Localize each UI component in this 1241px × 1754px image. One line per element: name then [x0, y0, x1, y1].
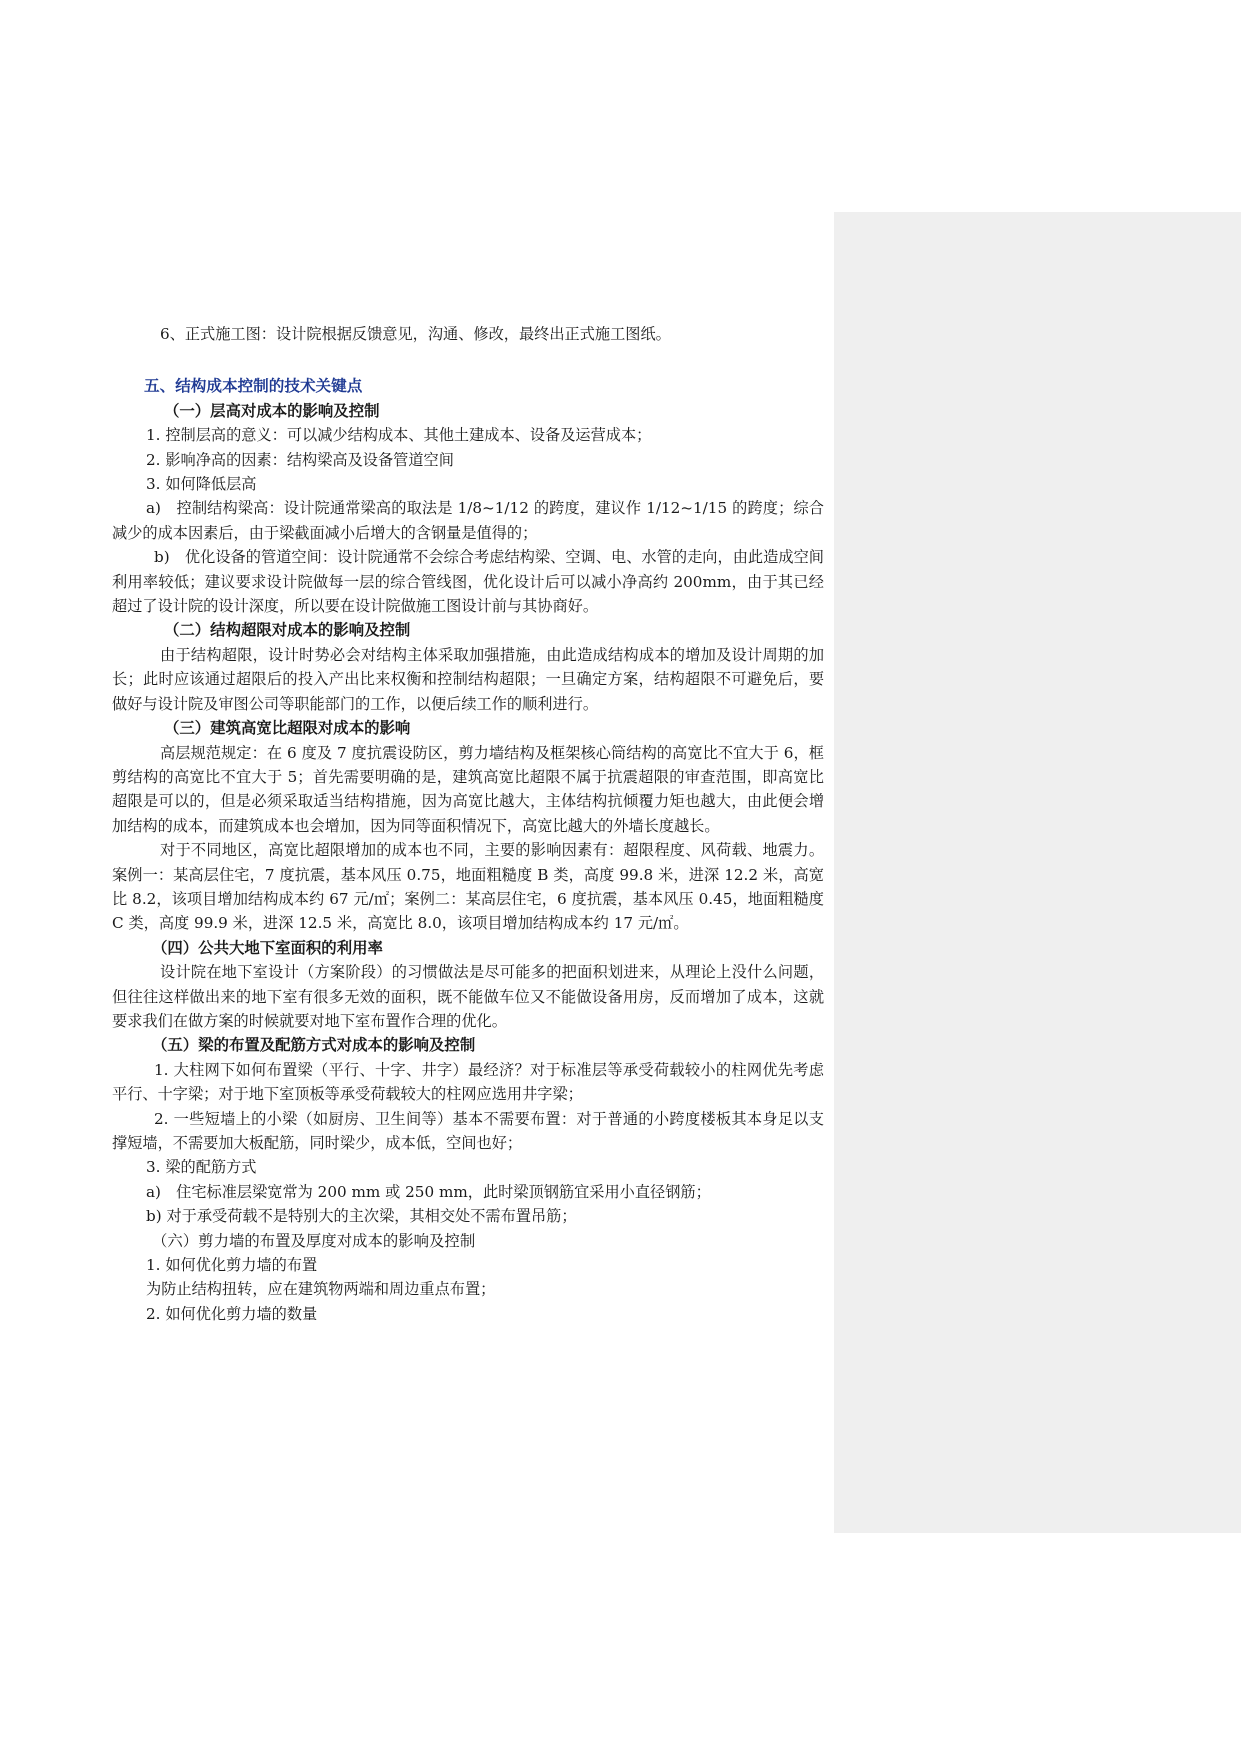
sub3-text-1: 高层规范规定：在 6 度及 7 度抗震设防区，剪力墙结构及框架核心筒结构的高宽比不宜大于 6，框剪结构的高宽比不宜大于 5；首先需要明确的是，建筑高宽比超限不属于抗震超限的审查范围，即高宽比超限是可以的，但是必须采取适当结构措施，因为高宽比越大，主体结构抗倾覆力矩也越大，由此便会增加结构的成本，而建筑成本也会增加，因为同等面积情况下，高宽比越大的外墙长度越长。: [112, 743, 824, 835]
sub6-item-2: 2. 如何优化剪力墙的数量: [146, 1304, 318, 1323]
sub1-item-b: b) 优化设备的管道空间：设计院通常不会综合考虑结构梁、空调、电、水管的走向，由此造成空间利用率较低；建议要求设计院做每一层的综合管线图，优化设计后可以减小净高约 200mm，由于其已经超过了设计院的设计深度，所以要在设计院做施工图设计前与其协商好。: [112, 548, 824, 616]
sub2-text: 由于结构超限，设计时势必会对结构主体采取加强措施，由此造成结构成本的增加及设计周期的加长；此时应该通过超限后的投入产出比来权衡和控制结构超限；一旦确定方案，结构超限不可避免后，要做好与设计院及审图公司等职能部门的工作，以便后续工作的顺利进行。: [112, 645, 824, 713]
sub1-item-a: a) 控制结构梁高：设计院通常梁高的取法是 1/8~1/12 的跨度，建议作 1/12~1/15 的跨度；综合减少的成本因素后，由于梁截面减小后增大的含钢量是值得的；: [112, 499, 824, 542]
subsection-4-title: （四）公共大地下室面积的利用率: [152, 938, 383, 957]
intro-line: 6、正式施工图：设计院根据反馈意见，沟通、修改，最终出正式施工图纸。: [160, 325, 671, 343]
sub3-text-2: 对于不同地区，高宽比超限增加的成本也不同，主要的影响因素有：超限程度、风荷载、地震力。案例一：某高层住宅，7 度抗震，基本风压 0.75，地面粗糙度 B 类，高度 99.8 米，进深 12.2 米，高宽比 8.2，该项目增加结构成本约 67 元/㎡；案例二：某高层住宅，6 度抗震，基本风压 0.45，地面粗糙度 C 类，高度 99.9 米，进深 12.5 米，高宽比 8.0，该项目增加结构成本约 17 元/㎡。: [112, 841, 824, 933]
section-5-title: 五、结构成本控制的技术关键点: [144, 376, 363, 396]
sub5-item-b: b) 对于承受荷载不是特别大的主次梁，其相交处不需布置吊筋；: [146, 1207, 577, 1226]
sub5-item-1: 1. 大柱网下如何布置梁（平行、十字、井字）最经济？对于标准层等承受荷载较小的柱网优先考虑平行、十字梁；对于地下室顶板等承受荷载较大的柱网应选用井字梁；: [112, 1060, 824, 1104]
comment-pane: [834, 212, 1241, 1533]
document-body: [112, 322, 824, 1326]
sub1-item-3: 3. 如何降低层高: [146, 475, 257, 494]
subsection-6-title: （六）剪力墙的布置及厚度对成本的影响及控制: [152, 1231, 476, 1250]
sub5-item-2: 2. 一些短墙上的小梁（如厨房、卫生间等）基本不需要布置：对于普通的小跨度楼板其本身足以支撑短墙，不需要加大板配筋，同时梁少，成本低，空间也好；: [112, 1109, 824, 1152]
sub6-item-1-text: 为防止结构扭转，应在建筑物两端和周边重点布置；: [146, 1280, 496, 1299]
sub1-item-1: 1. 控制层高的意义：可以减少结构成本、其他土建成本、设备及运营成本；: [146, 426, 652, 445]
subsection-2-title: （二）结构超限对成本的影响及控制: [164, 621, 411, 640]
subsection-1-title: （一）层高对成本的影响及控制: [164, 401, 380, 420]
sub1-item-2: 2. 影响净高的因素：结构梁高及设备管道空间: [146, 450, 454, 469]
subsection-3-title: （三）建筑高宽比超限对成本的影响: [164, 719, 411, 738]
sub5-item-a: a) 住宅标准层梁宽常为 200 mm 或 250 mm，此时梁顶钢筋宜采用小直径钢筋；: [146, 1182, 711, 1201]
sub6-item-1: 1. 如何优化剪力墙的布置: [146, 1256, 318, 1275]
sub5-item-3: 3. 梁的配筋方式: [146, 1158, 257, 1177]
subsection-5-title: （五）梁的布置及配筋方式对成本的影响及控制: [152, 1036, 476, 1055]
sub4-text: 设计院在地下室设计（方案阶段）的习惯做法是尽可能多的把面积划进来，从理论上没什么问题，但往往这样做出来的地下室有很多无效的面积，既不能做车位又不能做设备用房，反而增加了成本，这就要求我们在做方案的时候就要对地下室布置作合理的优化。: [112, 963, 824, 1030]
